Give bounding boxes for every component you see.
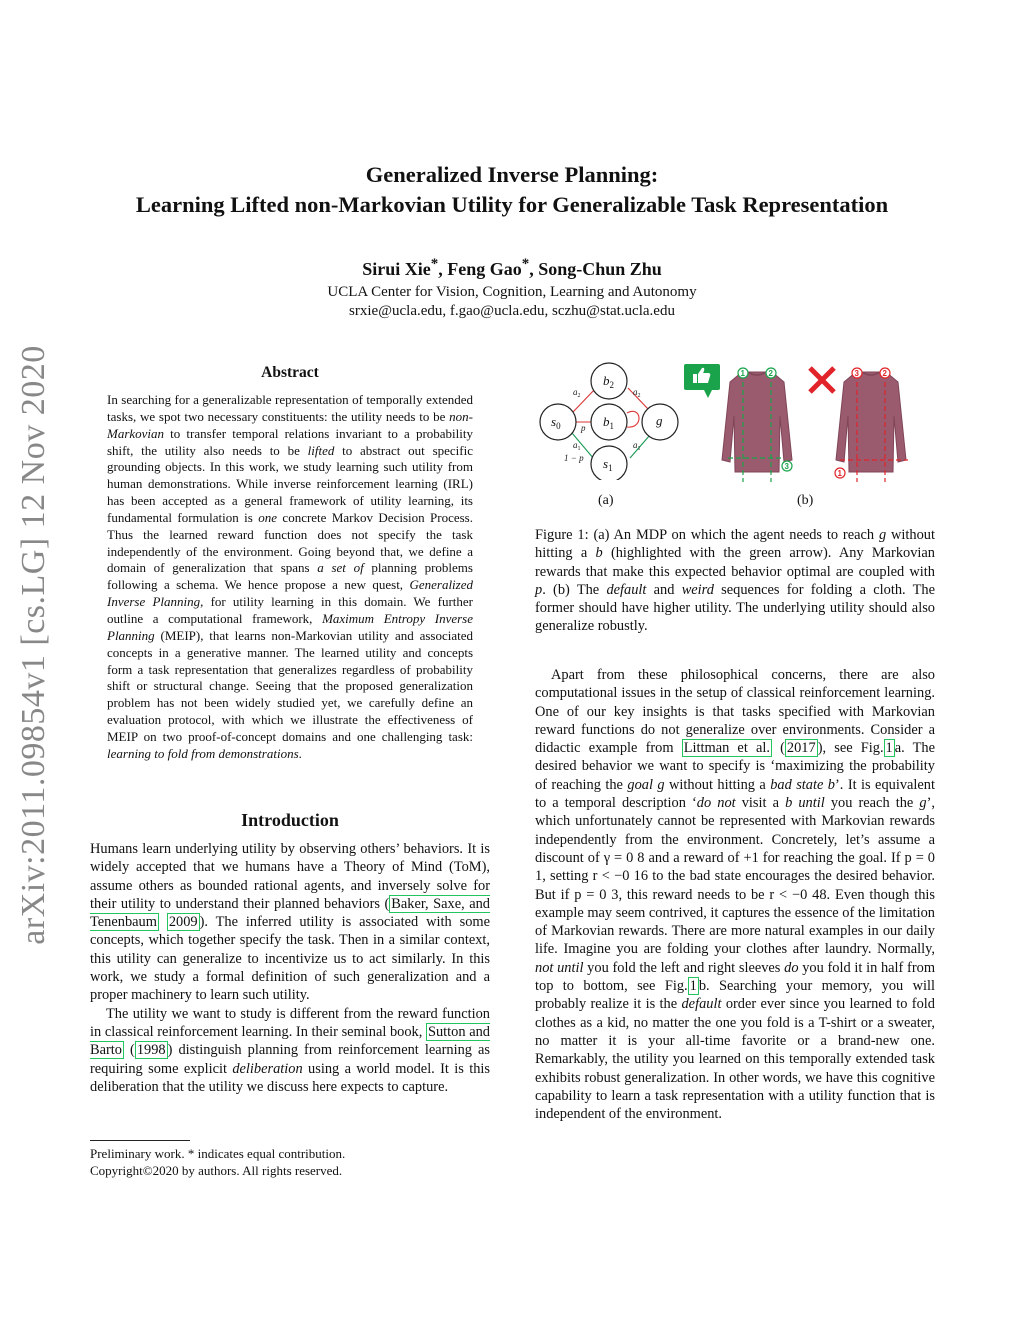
node-label-b2: $b_2$ (603, 373, 614, 390)
title-line-2: Learning Lifted non-Markovian Utility for Generalizable Task Representation (135, 192, 889, 217)
node-label-b1: $b_1$ (603, 414, 614, 431)
edge-label-one-minus-p: 1 − p (564, 453, 584, 463)
figure-ref-link[interactable]: 1 (689, 978, 697, 995)
edge-b2-g (628, 388, 649, 410)
footnote-rule (90, 1140, 190, 1141)
step-label-2-red: 2 (882, 369, 887, 378)
arxiv-stamp (8, 345, 60, 945)
author-1: Sirui Xie (362, 259, 431, 279)
edge-label-a1-right: $a_1$ (633, 440, 641, 452)
edge-label-a2-left: $a_2$ (573, 387, 581, 399)
author-list: Sirui Xie*, Feng Gao*, Song-Chun Zhu (362, 256, 662, 279)
affiliation-block (0, 283, 1024, 321)
figure-caption: Figure 1: (a) An MDP on which the agent needs to reach g without hitting a b (highlighted with the green arrow). Any Markovian rewards that make this expected behavior optimal are coupled with p. (b) The default and weird sequences for folding a cloth. The former should have higher utility. The underlying utility should also generalize robustly. (535, 527, 935, 635)
step-label-1-red: 1 (837, 469, 842, 478)
citation-link-littman[interactable]: Littman et al. (683, 740, 770, 757)
thumbs-up-icon (684, 364, 720, 398)
right-paragraph: Apart from these philosophical concerns, there are also computational issues in the setup of classical reinforcement learning. One of our key insights is that tasks specified with Markovian reward functions do not generalize over environments. Consider a didactic example from Littman et al. ( 2017 ), see Fig. 1 a. The desired behavior we want to specify is ‘maximizing the probability of reaching the goal g without hitting a bad state b’. It is equivalent to a temporal description ‘do not visit a b until you reach the g’, which unfortunately cannot be represented with Markovian rewards independently from the environment. Concretely, let’s assume a discount of γ = 0 8 and a reward of +1 for reaching the goal. If p = 0 1, setting r < −0 16 to the bad state encourages the desired behavior. But if p = 0 3, this reward needs to be r < −0 48. Even though this example may seem contrived, it captures the essence of the limitation of Markovian rewards. There are more natural examples in our daily life. Imagine you are folding your clothes after laundry. Normally, not until you fold the left and right sleeves do you fold it in half from top to bottom, see Fig. 1 b. Searching your memory, you will probably realize it is the default order ever since you learned to fold clothes as a kid, no matter the one you fold is a T-shirt or a sweater, no matter it is your all-time favorite or a brand-new one. Remarkably, the utility you learned on this temporally extended task exhibits robust generalization. In other words, we have this cognitive capability to learn a task representation with a utility function that is independent of the environment. (535, 667, 936, 1123)
step-label-3-red: 3 (854, 369, 859, 378)
footnote-line-1: Preliminary work. * indicates equal contribution. (90, 1146, 346, 1161)
weird-shirt (836, 372, 908, 482)
citation-link-baker[interactable]: Baker, Saxe, and Tenenbaum (90, 895, 490, 931)
citation-year-link[interactable]: 2009 (168, 914, 198, 931)
introduction-body (90, 840, 490, 1096)
author-2: Feng Gao (447, 259, 522, 279)
edge-b1-self-loop (627, 411, 639, 427)
edge-label-a2-right: $a_2$ (633, 387, 641, 399)
figure-folding-sequences (682, 360, 932, 485)
node-label-s1: $s_1$ (603, 456, 613, 473)
emails: srxie@ucla.edu, f.gao@ucla.edu, sczhu@stat.ucla.edu (349, 303, 675, 319)
footnote-line-2: Copyright©2020 by authors. All rights reserved. (90, 1163, 343, 1178)
intro-paragraph-2: The utility we want to study is different from the reward function in classical reinforcement learning. In their seminal book, Sutton and Barto ( 1998 ) distinguish planning from reinforcement learning as requiring some explicit deliberation using a world model. It is this deliberation that the utility we discuss here expects to capture. (90, 1005, 491, 1095)
abstract-heading: Abstract (261, 364, 319, 381)
intro-paragraph-1: Humans learn underlying utility by observing others’ behaviors. It is widely accepted that we humans have a Theory of Mind (ToM), assume others as bounded rational agents, and inversely solve for their utility to understand their planned behaviors ( Baker, Saxe, and Tenenbaum 2009 ). The inferred utility is associated with some concepts, which together specify the task. Then in a similar context, this utility can generalize to incentivize us to act similarly. In this work, we study a formal definition of such generalization and a proper machinery to learn such utility. (90, 841, 490, 1004)
footnote (90, 1145, 490, 1179)
introduction-heading: Introduction (241, 810, 339, 830)
step-label-2: 2 (768, 369, 773, 378)
cross-icon (810, 368, 834, 392)
subfigure-label-a: (a) (598, 493, 614, 508)
edge-label-a1-left: $a_1$ (573, 440, 581, 452)
figure-mdp-diagram (532, 355, 692, 480)
arxiv-id: arXiv:2011.09854v1 [cs.LG] 12 Nov 2020 (15, 345, 52, 945)
title-line-1: Generalized Inverse Planning: (365, 162, 659, 187)
equal-contrib-mark: * (521, 256, 530, 272)
subfigure-label-b: (b) (797, 493, 814, 508)
equal-contrib-mark: * (430, 256, 439, 272)
citation-year-link[interactable]: 1998 (136, 1042, 166, 1059)
author-3: Song-Chun Zhu (538, 259, 662, 279)
node-label-s0: $s_0$ (551, 414, 561, 431)
affiliation: UCLA Center for Vision, Cognition, Learning and Autonomy (327, 284, 697, 300)
step-label-1: 1 (740, 369, 745, 378)
citation-link-sutton[interactable]: Sutton and Barto (90, 1023, 490, 1059)
citation-year-link[interactable]: 2017 (786, 740, 816, 757)
figure-ref-link[interactable]: 1 (885, 740, 893, 757)
edge-label-p: p (581, 423, 586, 433)
paper-title (0, 160, 1024, 220)
abstract-body: In searching for a generalizable representation of temporally extended tasks, we spot two necessary constituents: the utility needs to be non-Markovian to transfer temporal relations invariant to a probability shift, the utility also needs to be lifted to abstract out specific grounding objects. In this work, we study learning such utility from human demonstrations. While inverse reinforcement learning (IRL) has been accepted as a general framework of utility learning, its fundamental formulation is one concrete Markov Decision Process. Thus the learned reward function does not specify the task independently of the environment. Going beyond that, we define a domain of generalization that spans a set of planning problems following a schema. We hence propose a new quest, Generalized Inverse Planning, for utility learning in this domain. We further outline a computational framework, Maximum Entropy Inverse Planning (MEIP), that learns non-Markovian utility and associated concepts in a generative manner. The learned utility and concepts form a task representation that generalizes regardless of probability shift or structural change. Seeing that the proposed generalization problem has not been widely studied yet, we carefully define an evaluation protocol, with which we illustrate the effectiveness of MEIP on two proof-of-concept domains and one challenging task: learning to fold from demonstrations. (107, 392, 473, 761)
step-label-3: 3 (784, 462, 789, 471)
node-label-g: g (656, 413, 663, 428)
right-column-body (535, 666, 935, 1123)
